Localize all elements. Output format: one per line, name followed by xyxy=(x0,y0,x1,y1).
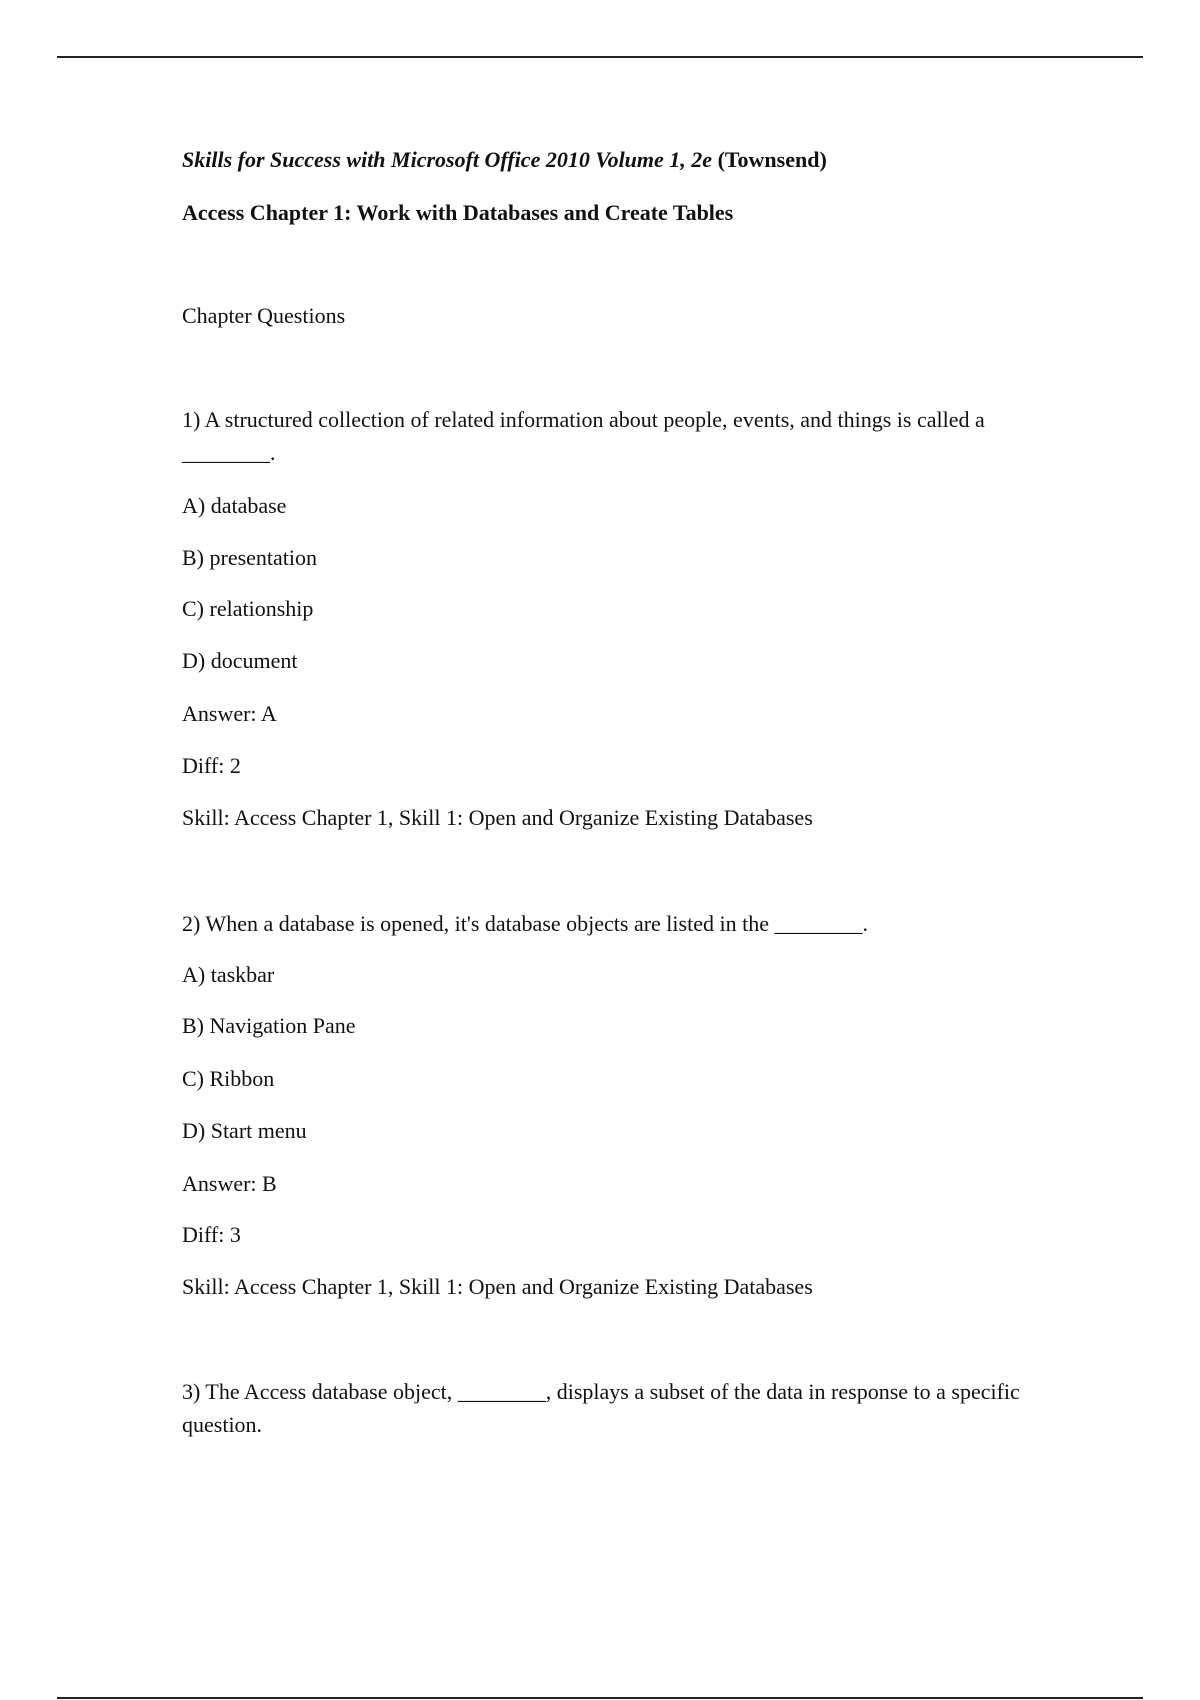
question-2-stem: 2) When a database is opened, it's database objects are listed in the ________. xyxy=(182,911,868,936)
question-2-answer: Answer: B xyxy=(182,1171,277,1196)
question-1-option-d: D) document xyxy=(182,648,298,673)
book-title-line xyxy=(182,147,827,173)
question-1-skill: Skill: Access Chapter 1, Skill 1: Open and Organize Existing Databases xyxy=(182,805,813,830)
chapter-title: Access Chapter 1: Work with Databases and Create Tables xyxy=(182,200,734,225)
question-2-option-c: C) Ribbon xyxy=(182,1066,275,1091)
question-2-option-a: A) taskbar xyxy=(182,962,275,987)
question-1-option-b: B) presentation xyxy=(182,545,318,570)
question-2-skill: Skill: Access Chapter 1, Skill 1: Open and Organize Existing Databases xyxy=(182,1274,813,1299)
question-1-stem: 1) A structured collection of related information about people, events, and things is called a ________. xyxy=(182,407,985,465)
author: (Townsend) xyxy=(717,147,827,172)
question-1-option-a: A) database xyxy=(182,493,287,518)
question-3-stem: 3) The Access database object, ________, displays a subset of the data in response to a specific question. xyxy=(182,1379,1020,1437)
bottom-rule xyxy=(57,1697,1143,1699)
question-2-diff: Diff: 3 xyxy=(182,1222,241,1247)
question-1-answer: Answer: A xyxy=(182,701,277,726)
top-rule xyxy=(57,56,1143,58)
question-2-option-b: B) Navigation Pane xyxy=(182,1013,356,1038)
book-title: Skills for Success with Microsoft Office 2010 Volume 1, 2e xyxy=(182,147,713,172)
question-1-diff: Diff: 2 xyxy=(182,753,241,778)
section-heading: Chapter Questions xyxy=(182,303,346,328)
question-1-option-c: C) relationship xyxy=(182,596,314,621)
question-2-option-d: D) Start menu xyxy=(182,1118,307,1143)
